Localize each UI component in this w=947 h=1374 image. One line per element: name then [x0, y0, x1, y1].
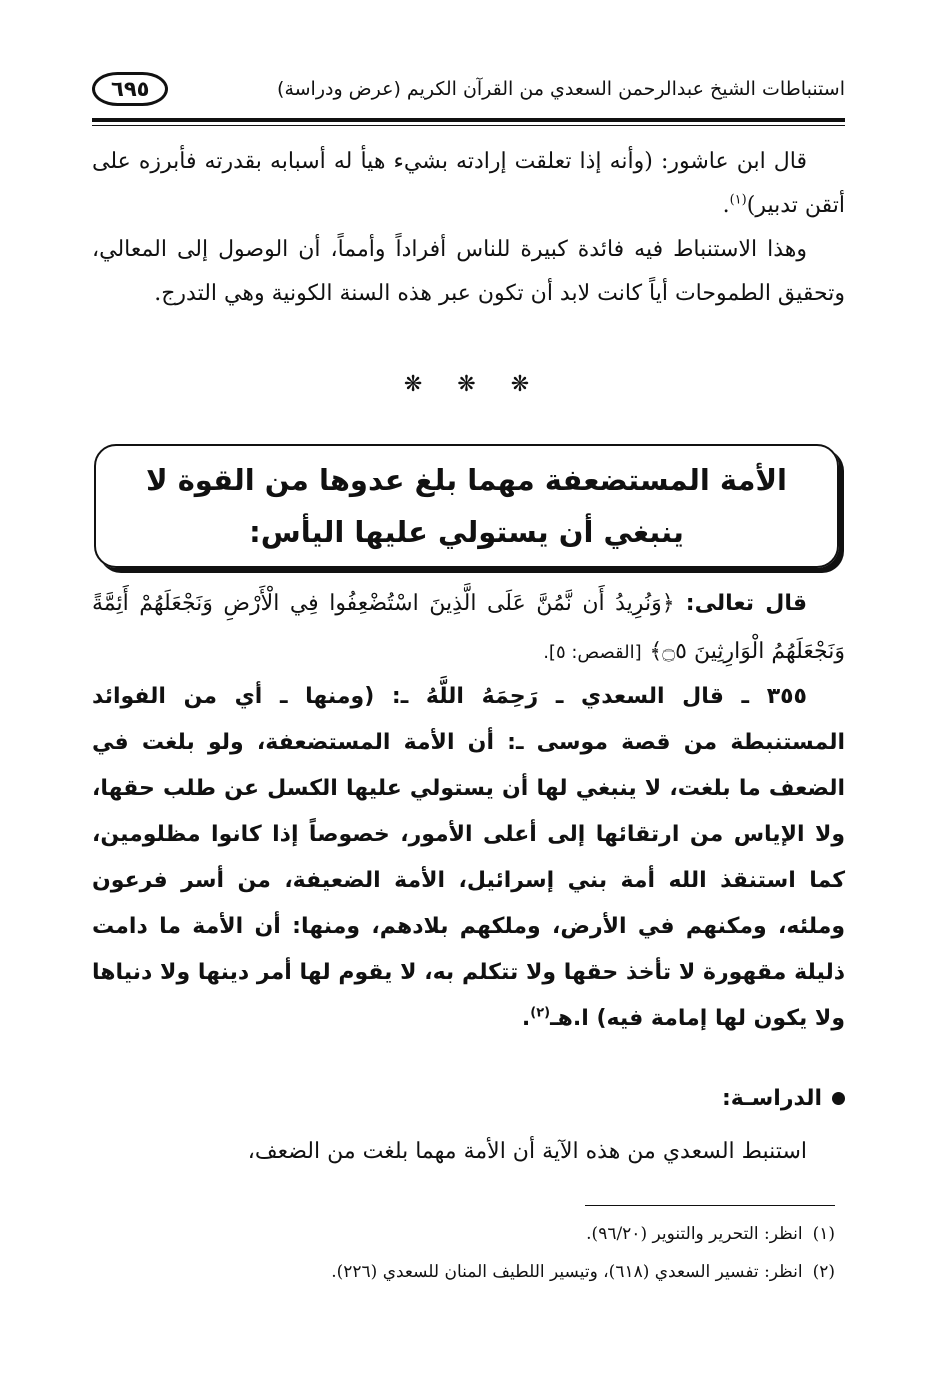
footnote-2-num: (٢) — [812, 1262, 835, 1282]
page-number: ٦٩٥ — [92, 72, 168, 106]
footnote-rule — [585, 1205, 835, 1206]
paragraph-ibn-ashur-end: . — [722, 193, 730, 218]
verse-intro: قال تعالى: — [685, 591, 807, 616]
header-rule-thick — [92, 118, 845, 122]
paragraph-ibn-ashur-text: قال ابن عاشور: (وأنه إذا تعلقت إرادته بشيء هيأ له أسبابه بقدرته فأبرزه على أتقن تدبير) — [92, 149, 845, 218]
study-paragraph: استنبط السعدي من هذه الآية أن الأمة مهما بلغت من الضعف، — [247, 1139, 807, 1164]
running-title: استنباطات الشيخ عبدالرحمن السعدي من القرآن الكريم (عرض ودراسة) — [277, 78, 845, 100]
paragraph-ibn-ashur — [92, 140, 845, 228]
verse-reference: [القصص: ٥]. — [543, 642, 642, 663]
page-header — [92, 64, 845, 114]
footnote-1-num: (١) — [812, 1224, 835, 1244]
paragraph-istinbat: وهذا الاستنباط فيه فائدة كبيرة للناس أفراداً وأمماً، أن الوصول إلى المعالي، وتحقيق الطموحات أياً كانت لابد أن تكون عبر هذه السنة الكونية وهي التدرج. — [92, 237, 845, 306]
footnote-2-text: انظر: تفسير السعدي (٦١٨)، وتيسير اللطيف المنان للسعدي (٢٢٦). — [331, 1262, 803, 1282]
footnote-ref-2: (٢) — [530, 1005, 551, 1021]
study-label-text: الدراسـة: — [721, 1086, 822, 1111]
saadi-quote-end: . — [521, 1006, 531, 1031]
saadi-quote-text: ٣٥٥ ـ قال السعدي ـ رَحِمَهُ اللَّهُ ـ: (ومنها ـ أي من الفوائد المستنبطة من قصة موسى ـ: أن الأمة المستضعفة، ولو بلغت في الضعف ما بلغت، لا ينبغي لها أن يستولي عليها الكسل عن طلب حقها، ولا الإياس من ارتقائها إلى أعلى الأمور، خصوصاً إذا كانوا مظلومين، كما استنقذ الله أمة بني إسرائيل، الأمة الضعيفة، من أسر فرعون وملئه، ومكنهم في الأرض، وملكهم بلادهم، ومنها: أن الأمة ما دامت ذليلة مقهورة لا تأخذ حقها ولا تتكلم به، لا يقوم لها أمر دينها ولا دنياها ولا يكون لها إمامة فيه) ا.هـ — [92, 684, 845, 1031]
footnote-1-text: انظر: التحرير والتنوير (٩٦/٢٠). — [586, 1224, 803, 1244]
footnotes — [92, 1215, 835, 1291]
saadi-quote — [92, 674, 845, 1042]
footnote-1 — [92, 1215, 835, 1253]
footnote-ref-1: (١) — [729, 192, 747, 208]
bullet-icon — [832, 1092, 845, 1105]
study-label — [722, 1086, 845, 1111]
footnote-2 — [92, 1253, 835, 1291]
verse-paragraph — [92, 580, 845, 677]
header-rule-thin — [92, 125, 845, 126]
section-heading: الأمة المستضعفة مهما بلغ عدوها من القوة لا ينبغي أن يستولي عليها اليأس: — [146, 463, 787, 549]
section-heading-box — [94, 444, 839, 568]
section-separator: ❋ ❋ ❋ — [403, 372, 544, 397]
verse-ayah: ﴿وَنُرِيدُ أَن نَّمُنَّ عَلَى الَّذِينَ اسْتُضْعِفُوا فِي الْأَرْضِ وَنَجْعَلَهُمْ أَئِمَّةً وَنَجْعَلَهُمُ الْوَارِثِينَ ۝٥﴾ — [92, 591, 845, 664]
